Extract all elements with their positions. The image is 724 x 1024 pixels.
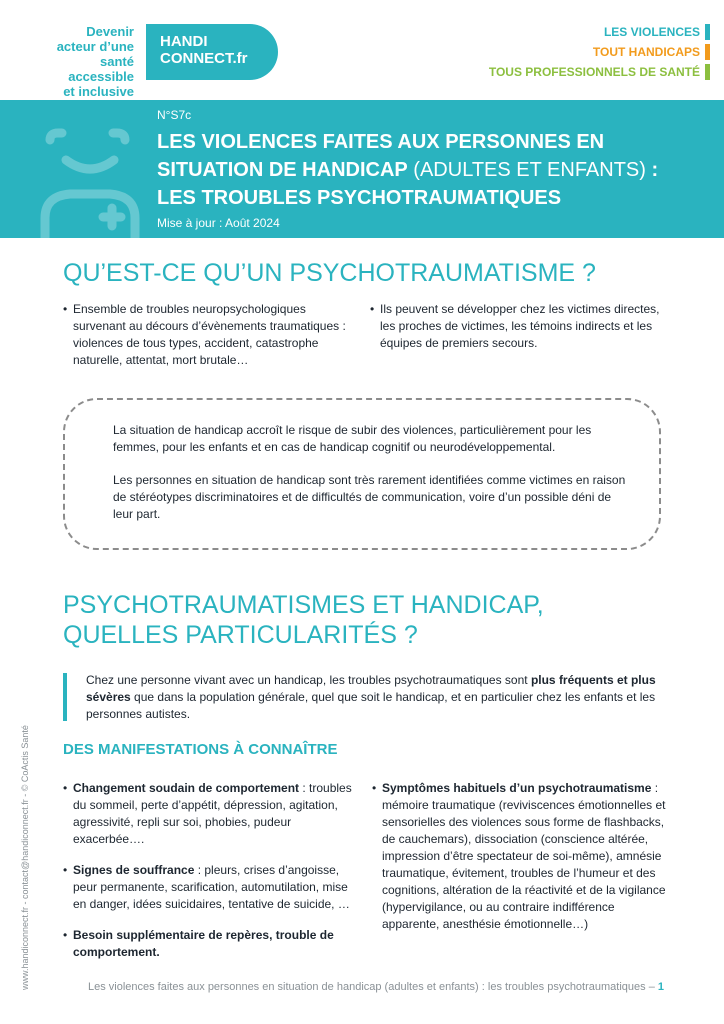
list-item (63, 927, 361, 961)
update-date: Mise à jour : Août 2024 (157, 216, 280, 230)
subheading: DES MANIFESTATIONS À CONNAÎTRE (63, 741, 338, 758)
handiconnect-logo[interactable] (146, 24, 278, 80)
callout-box (63, 398, 661, 550)
tagline-line: acteur d’une (56, 39, 134, 54)
item-bold: Changement soudain de comportement (73, 781, 300, 795)
heading-line: QUELLES PARTICULARITÉS ? (63, 621, 418, 649)
category-professionnels: TOUS PROFESSIONNELS DE SANTÉ (489, 64, 710, 84)
side-credit: www.handiconnect.fr - contact@handiconnect.fr - © CoActis Santé (20, 725, 30, 990)
quote-emphasis: plus fréquents et plus sévères (86, 673, 656, 704)
title-part: LES VIOLENCES FAITES AUX PERSONNES EN SITUATION DE HANDICAP (157, 131, 605, 181)
quote-part: Chez une personne vivant avec un handicap, les troubles psychotraumatiques sont (86, 673, 531, 687)
item-text: : mémoire traumatique (reviviscences émotionnelles et sensorielles des violences sous forme de flashbacks, de cauchemars), dissociation (conscience altérée, impression d’être spectateur de soi-même), amnésie traumatique, évitement, troubles de l’humeur et des cognitions, altération de la réactivité et de la vigilance (hypervigilance, ou au contraire indifférence apparente, anesthésie émotionnelle…) (382, 781, 666, 931)
title-part: : LES TROUBLES PSYCHOTRAUMATIQUES (157, 159, 659, 209)
heading-line: PSYCHOTRAUMATISMES ET HANDICAP, (63, 591, 544, 619)
manifestations-left (63, 780, 361, 975)
category-tags (489, 24, 710, 84)
item-bold: Besoin supplémentaire de repères, trouble de comportement. (73, 928, 334, 959)
callout-paragraph: La situation de handicap accroît le risque de subir des violences, particulièrement pour les femmes, pour les enfants et en cas de handicap cognitif ou neurodéveloppemental. (113, 423, 592, 454)
list-item: • Ils peuvent se développer chez les victimes directes, les proches de victimes, les témoins indirects et les équipes de premiers secours. (370, 301, 670, 352)
category-violences: LES VIOLENCES (489, 24, 710, 44)
callout-paragraph: Les personnes en situation de handicap sont très rarement identifiées comme victimes en raison de stéréotypes discriminatoires et de difficultés de communication, voire d’un possible déni de leur part. (113, 473, 626, 521)
sheet-number: N°S7c (157, 108, 192, 122)
tagline-line: santé accessible (68, 54, 134, 84)
page-number: 1 (657, 981, 664, 993)
item-text: : troubles du sommeil, perte d’appétit, dépression, agitation, agressivité, repli sur soi, phobies, pudeur exacerbée…. (73, 781, 352, 846)
title-banner (0, 100, 724, 238)
page-footer (88, 981, 664, 993)
section-heading-2 (63, 590, 544, 650)
manifestations-right (372, 780, 670, 947)
item-text: : pleurs, crises d’angoisse, peur permanente, scarification, automutilation, mise en danger, idées suicidaires, tentative de suicide, … (73, 863, 350, 911)
item-bold: Signes de souffrance (73, 863, 195, 877)
tagline-line: et inclusive (63, 84, 134, 99)
list-item (63, 780, 361, 848)
tagline-line: Devenir (86, 24, 134, 39)
list-item (63, 862, 361, 913)
section-heading: QU’EST-CE QU’UN PSYCHOTRAUMATISME ? (63, 259, 596, 287)
logo-line-2: CONNECT.fr (160, 50, 248, 67)
page-title (157, 128, 697, 212)
tagline (40, 24, 134, 99)
logo-line-1: HANDI (160, 33, 208, 50)
smiley-medical-icon (0, 100, 150, 238)
bullet-list-right (370, 301, 670, 366)
quote-text (86, 672, 670, 723)
title-part-light: (ADULTES ET ENFANTS) (407, 159, 652, 181)
category-handicaps: TOUT HANDICAPS (489, 44, 710, 64)
footer-text: Les violences faites aux personnes en situation de handicap (adultes et enfants) : les troubles psychotraumatiques – (87, 981, 658, 993)
item-bold: Symptômes habituels d’un psychotraumatisme (382, 781, 652, 795)
quote-part: que dans la population générale, quel que soit le handicap, et en particulier chez les enfants et les personnes autistes. (86, 690, 656, 721)
bullet-list-left (63, 301, 359, 383)
quote-bar (63, 673, 67, 721)
list-item (372, 780, 670, 933)
list-item: • Ensemble de troubles neuropsychologiques survenant au décours d’évènements traumatiques : violences de tous types, accident, catastrophe naturelle, attentat, mort brutale… (63, 301, 359, 369)
